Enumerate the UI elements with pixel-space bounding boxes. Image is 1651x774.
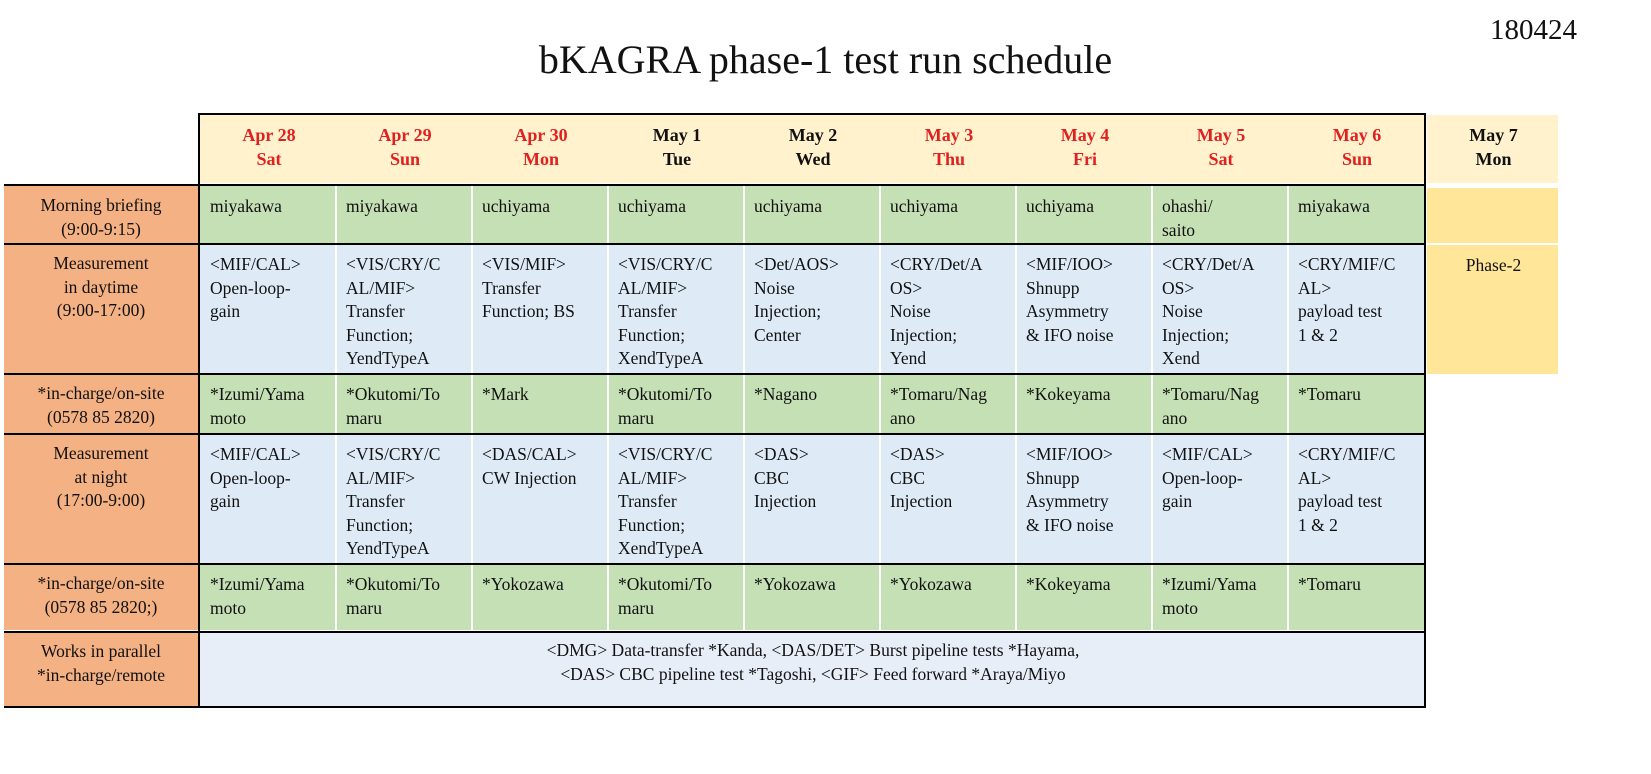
header-bottom-border [4,184,1426,186]
schedule-cell [1152,244,1288,374]
schedule-cell-line: Open-loop- [1162,467,1243,488]
schedule-cell-line: <Det/AOS> [754,254,839,274]
schedule-cell-line: moto [1162,597,1198,618]
schedule-cell [336,564,472,630]
schedule-cell-line: *Yokozawa [890,574,972,594]
schedule-cell [1288,374,1424,434]
schedule-cell [1288,564,1424,630]
schedule-cell [608,564,744,630]
schedule-cell-line: maru [618,597,654,618]
schedule-cell-line: maru [346,407,382,428]
schedule-cell-line: gain [1162,491,1193,511]
schedule-cell [880,434,1016,564]
schedule-cell-line: <VIS/CRY/C [618,444,713,464]
schedule-cell-line: Function; [618,514,686,535]
row-border [4,631,1426,633]
schedule-cell [880,244,1016,374]
schedule-cell-line: saito [1162,219,1196,240]
schedule-cell-line: maru [618,407,654,428]
schedule-cell-line: *Mark [482,384,529,404]
schedule-cell [1152,564,1288,630]
schedule-cell-line: <DAS/CAL> [482,444,577,464]
schedule-cell-line: Noise [754,277,795,298]
row-label [4,186,198,244]
schedule-cell-line: Transfer [346,491,405,511]
schedule-cell-line: 1 & 2 [1298,514,1338,535]
day-header [336,115,472,183]
schedule-cell-line: moto [210,597,246,618]
schedule-cell-line: Asymmetry [1026,301,1109,321]
day-header-line: Sat [1208,149,1234,169]
date-code: 180424 [1490,14,1577,46]
row-label [4,564,198,630]
schedule-cell [336,374,472,434]
schedule-cell [200,434,336,564]
schedule-cell [336,244,472,374]
schedule-cell-line: uchiyama [754,196,823,216]
schedule-cell-line: gain [210,491,241,511]
schedule-cell-line: Open-loop- [210,467,291,488]
schedule-cell-line: XendTypeA [618,538,704,558]
day-header-line: May 2 [788,125,838,145]
schedule-cell-line: *Izumi/Yama [210,574,305,594]
row-label-parallel-line: *in-charge/remote [37,664,165,685]
schedule-cell-line: AL> [1298,467,1332,488]
schedule-cell-line: Function; [618,324,686,345]
schedule-cell-line: <CRY/Det/A [1162,254,1255,274]
schedule-cell-line: Transfer [346,301,405,321]
schedule-cell-line: *Yokozawa [482,574,564,594]
schedule-cell-line: ano [1162,407,1188,428]
schedule-cell-line: Noise [890,301,931,321]
schedule-cell-line: *Tomaru/Nag [1162,384,1259,404]
day-header-line: May 6 [1332,125,1382,145]
day-header [472,115,608,183]
day-header-line: May 1 [652,125,702,145]
schedule-cell-line: <VIS/CRY/C [346,444,441,464]
row-label-line: (0578 85 2820) [47,406,155,427]
row-label-parallel-line: Works in parallel [40,641,162,661]
day-header-line: Apr 28 [242,125,296,145]
row-border [4,373,1426,375]
schedule-cell [744,434,880,564]
schedule-cell-line: Injection; [1162,324,1230,345]
row-label-line: Measurement [53,443,149,463]
parallel-works-line: <DMG> Data-transfer *Kanda, <DAS/DET> Burst pipeline tests *Hayama, [546,640,1080,660]
schedule-cell-line: *Kokeyama [1026,384,1111,404]
schedule-cell-line: AL/MIF> [346,277,416,298]
phase2-cell-briefing [1427,188,1558,243]
schedule-cell-line: & IFO noise [1026,514,1114,535]
day-header [1288,115,1424,183]
schedule-cell-line: Yend [890,348,927,368]
schedule-cell [1016,434,1152,564]
table-top-border [200,113,1426,115]
schedule-cell-line: Injection; [754,301,822,321]
schedule-cell-line: miyakawa [1298,196,1370,216]
table-right-border [1424,113,1426,708]
phase2-cell-line: Phase-2 [1465,255,1522,275]
schedule-cell [880,374,1016,434]
schedule-cell-line: Open-loop- [210,277,291,298]
schedule-cell-line: OS> [1162,277,1195,298]
schedule-cell-line: Injection [890,491,953,511]
day-header-line: Tue [662,149,692,169]
page-title: bKAGRA phase-1 test run schedule [538,37,1113,82]
schedule-cell-line: Function; BS [482,301,575,321]
schedule-cell-line: <DAS> [890,444,945,464]
schedule-cell-line: *Kokeyama [1026,574,1111,594]
schedule-cell [744,244,880,374]
schedule-cell-line: <MIF/CAL> [210,254,301,274]
schedule-cell [744,374,880,434]
schedule-cell-line: uchiyama [482,196,551,216]
schedule-cell [1288,434,1424,564]
schedule-cell-line: CBC [890,467,926,488]
schedule-cell-line: OS> [890,277,923,298]
row-label-line: *in-charge/on-site [37,383,165,403]
schedule-cell [472,564,608,630]
schedule-cell-line: miyakawa [210,196,282,216]
parallel-works [200,632,1424,706]
schedule-cell-line: ohashi/ [1162,196,1213,216]
schedule-cell [472,244,608,374]
schedule-cell-line: uchiyama [890,196,959,216]
schedule-cell-line: payload test [1298,491,1383,511]
schedule-cell [1152,434,1288,564]
day-header-line: Apr 29 [378,125,432,145]
schedule-cell [472,374,608,434]
schedule-cell-line: <MIF/IOO> [1026,254,1113,274]
day-header-may7 [1427,115,1558,183]
row-label [4,434,198,564]
phase2-cell [1427,245,1558,374]
day-header-line: May 3 [924,125,974,145]
day-header-line: May 5 [1196,125,1246,145]
schedule-cell [1016,244,1152,374]
schedule-cell [336,434,472,564]
schedule-cell [1152,374,1288,434]
schedule-cell-line: uchiyama [618,196,687,216]
schedule-cell [744,186,880,244]
row-label-line: *in-charge/on-site [37,573,165,593]
table-bottom-border [4,706,1426,708]
schedule-cell-line: *Okutomi/To [618,574,713,594]
schedule-cell-line: & IFO noise [1026,324,1114,345]
schedule-cell-line: Noise [1162,301,1203,321]
schedule-cell-line: <VIS/CRY/C [346,254,441,274]
schedule-cell-line: moto [210,407,246,428]
schedule-cell-line: Shnupp [1026,277,1080,298]
schedule-cell-line: <MIF/CAL> [210,444,301,464]
schedule-cell-line: <VIS/CRY/C [618,254,713,274]
day-header [1016,115,1152,183]
schedule-cell-line: uchiyama [1026,196,1095,216]
schedule-cell-line: *Tomaru [1298,574,1361,594]
schedule-cell [200,374,336,434]
schedule-cell-line: payload test [1298,301,1383,321]
schedule-cell [608,434,744,564]
schedule-cell-line: maru [346,597,382,618]
schedule-cell-line: CBC [754,467,790,488]
schedule-cell [200,564,336,630]
row-label-line: (9:00-9:15) [61,218,141,239]
row-label-line: Measurement [53,253,149,273]
schedule-cell-line: <MIF/CAL> [1162,444,1253,464]
schedule-cell [608,374,744,434]
schedule-cell-line: YendTypeA [346,348,430,368]
schedule-cell-line: <CRY/Det/A [890,254,983,274]
schedule-cell [1288,244,1424,374]
schedule-cell [608,186,744,244]
row-label-parallel [4,632,198,706]
schedule-cell-line: <CRY/MIF/C [1298,254,1396,274]
schedule-cell [200,186,336,244]
schedule-cell-line: <VIS/MIF> [482,254,566,274]
schedule-cell [880,186,1016,244]
schedule-cell-line: Shnupp [1026,467,1080,488]
day-header [200,115,336,183]
schedule-cell [1152,186,1288,244]
schedule-cell-line: Injection; [890,324,958,345]
label-column-border [198,113,200,708]
schedule-cell-line: Function; [346,324,414,345]
schedule-cell-line: CW Injection [482,467,577,488]
schedule-cell-line: *Okutomi/To [346,574,441,594]
row-label-line: (17:00-9:00) [56,490,146,510]
schedule-cell-line: ano [890,407,916,428]
day-header-line: Sat [256,149,282,169]
day-header [744,115,880,183]
schedule-cell-line: gain [210,301,241,321]
schedule-cell-line: *Tomaru [1298,384,1361,404]
day-header-line: Fri [1073,149,1097,169]
day-header-may7-line: Mon [1475,149,1512,169]
day-header-line: Mon [523,149,559,169]
row-border [4,433,1426,435]
day-header-line: Thu [932,149,966,169]
parallel-works-line: <DAS> CBC pipeline test *Tagoshi, <GIF> Feed forward *Araya/Miyo [560,663,1066,684]
schedule-cell-line: Transfer [482,277,541,298]
schedule-cell [200,244,336,374]
schedule-cell [608,244,744,374]
schedule-cell-line: <CRY/MIF/C [1298,444,1396,464]
schedule-cell-line: Injection [754,491,817,511]
day-header [608,115,744,183]
row-label-line: Morning briefing [40,195,162,215]
schedule-cell-line: Asymmetry [1026,491,1109,511]
schedule-cell [1016,374,1152,434]
schedule-cell [472,434,608,564]
day-header-line: May 4 [1060,125,1110,145]
schedule-cell-line: YendTypeA [346,538,430,558]
schedule-cell-line: Transfer [618,491,677,511]
schedule-cell [1016,564,1152,630]
day-header-line: Apr 30 [514,125,568,145]
row-label-line: in daytime [63,276,139,297]
schedule-cell-line: *Nagano [754,384,818,404]
schedule-cell-line: 1 & 2 [1298,324,1338,345]
schedule-cell [1288,186,1424,244]
schedule-cell-line: Xend [1162,348,1200,368]
schedule-cell-line: Center [754,324,801,345]
schedule-cell-line: AL/MIF> [618,277,688,298]
row-border [4,243,1426,245]
schedule-cell-line: Transfer [618,301,677,321]
schedule-cell [472,186,608,244]
schedule-cell [744,564,880,630]
day-header-may7-line: May 7 [1469,125,1518,145]
schedule-cell [336,186,472,244]
row-label [4,244,198,374]
schedule-cell-line: AL> [1298,277,1332,298]
row-label-line: (0578 85 2820;) [44,596,158,617]
row-label-line: (9:00-17:00) [56,300,146,320]
schedule-cell-line: *Izumi/Yama [210,384,305,404]
schedule-cell-line: XendTypeA [618,348,704,368]
schedule-cell-line: Function; [346,514,414,535]
row-label [4,374,198,434]
schedule-cell-line: *Tomaru/Nag [890,384,987,404]
row-label-line: at night [74,466,128,487]
day-header-line: Wed [795,149,831,169]
schedule-cell-line: *Okutomi/To [346,384,441,404]
schedule-cell-line: *Okutomi/To [618,384,713,404]
row-border [4,563,1426,565]
schedule-cell-line: AL/MIF> [346,467,416,488]
schedule-cell-line: *Izumi/Yama [1162,574,1257,594]
schedule-cell-line: <DAS> [754,444,809,464]
day-header [1152,115,1288,183]
schedule-cell-line: miyakawa [346,196,418,216]
schedule-cell-line: <MIF/IOO> [1026,444,1113,464]
schedule-cell-line: *Yokozawa [754,574,836,594]
schedule-cell [1016,186,1152,244]
day-header-line: Sun [389,149,421,169]
day-header [880,115,1016,183]
schedule-cell-line: AL/MIF> [618,467,688,488]
day-header-line: Sun [1341,149,1373,169]
schedule-cell [880,564,1016,630]
